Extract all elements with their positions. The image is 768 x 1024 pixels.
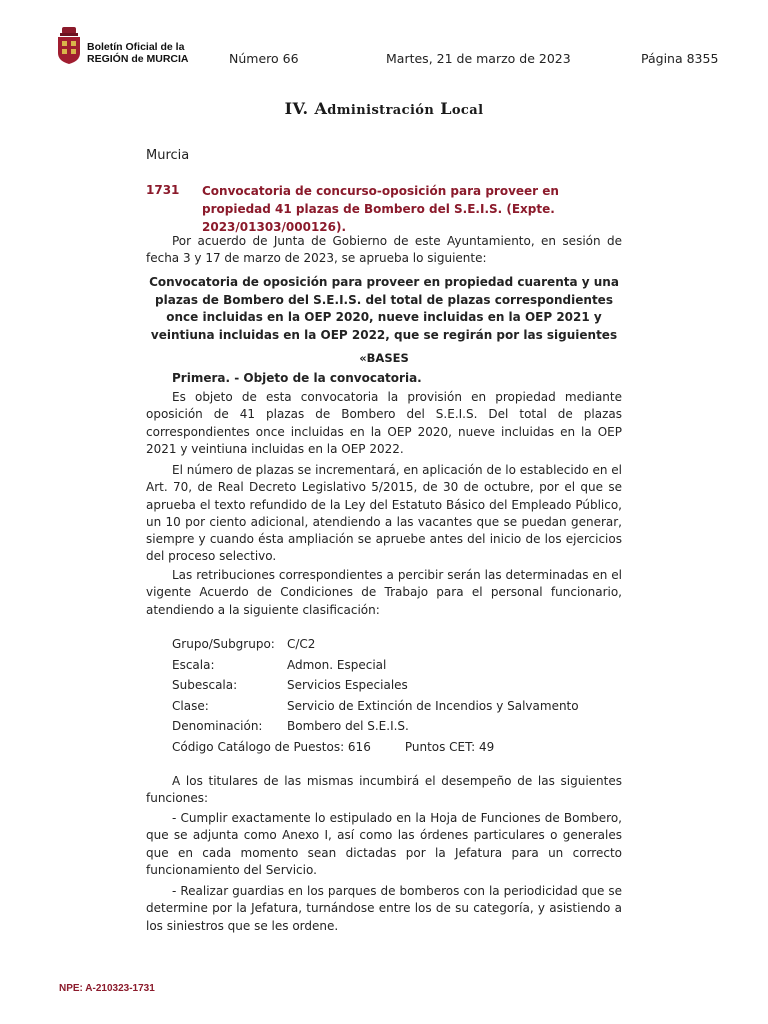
paragraph-funcion-1: - Cumplir exactamente lo estipulado en la Hoja de Funciones de Bombero, que se adjunta como Anexo I, así como las órdenes particulares o generales que en cada momento sean dictadas por la Jefatura para un correcto funcionamiento del Servicio. — [146, 811, 622, 877]
classification-value: Admon. Especial — [287, 658, 387, 672]
brand-line-2: REGIÓN de MURCIA — [87, 53, 189, 65]
bases-heading: «BASES — [359, 351, 409, 365]
catalogo-label: Código Catálogo de Puestos: 616 — [172, 740, 371, 754]
classification-row — [172, 719, 409, 733]
classification-label: Clase: — [172, 699, 209, 713]
boletin-brand — [87, 41, 189, 65]
section-roman: IV. — [284, 99, 309, 118]
paragraph-convocatoria: Convocatoria de oposición para proveer en propiedad cuarenta y una plazas de Bombero del S.E.I.S. del total de plazas correspondientes once incluidas en la OEP 2020, nueve incluidas en la OEP 2021 y veintiuna incluidas en la OEP 2022, que se regirán por las siguientes — [149, 275, 619, 342]
page-number: Página 8355 — [641, 51, 719, 66]
section-initial-a: A — [314, 99, 328, 118]
classification-value: Servicio de Extinción de Incendios y Salvamento — [287, 699, 579, 713]
issue-number: Número 66 — [229, 51, 299, 66]
classification-label: Denominación: — [172, 719, 263, 733]
classification-value: Servicios Especiales — [287, 678, 408, 692]
paragraph-objeto: Es objeto de esta convocatoria la provisión en propiedad mediante oposición de 41 plazas de Bombero del S.E.I.S. Del total de plazas correspondientes once incluidas en la OEP 2020, nueve incluidas en la OEP 2021 y veintiuna incluidas en la OEP 2022. — [146, 390, 622, 456]
section-title — [0, 99, 768, 118]
classification-label: Subescala: — [172, 678, 238, 692]
classification-row — [172, 678, 408, 692]
primera-heading: Primera. - Objeto de la convocatoria. — [172, 371, 422, 385]
classification-row — [172, 637, 315, 651]
paragraph-acuerdo: Por acuerdo de Junta de Gobierno de este Ayuntamiento, en sesión de fecha 3 y 17 de marzo de 2023, se aprueba lo siguiente: — [146, 234, 622, 266]
section-word-2: ocal — [451, 103, 484, 118]
paragraph-funcion-2: - Realizar guardias en los parques de bomberos con la periodicidad que se determine por la Jefatura, turnándose entre los de su categoría, y asistiendo a los siniestros que se les ordene. — [146, 884, 622, 933]
classification-value: Bombero del S.E.I.S. — [287, 719, 409, 733]
paragraph-funciones: A los titulares de las mismas incumbirá el desempeño de las siguientes funciones: — [146, 774, 622, 806]
brand-line-1: Boletín Oficial de la — [87, 41, 185, 53]
paragraph-numero-plazas: El número de plazas se incrementará, en aplicación de lo establecido en el Art. 70, de Real Decreto Legislativo 5/2015, de 30 de octubre, por el que se aprueba el texto refundido de la Ley del Estatuto Básico del Empleado Público, un 10 por ciento adicional, atendiendo a las vacantes que se puedan generar, siempre y cuando ésta ampliación se apruebe antes del inicio de los ejercicios del proceso selectivo. — [146, 463, 623, 564]
city-name: Murcia — [146, 148, 190, 163]
puntos-cet: Puntos CET: 49 — [404, 740, 495, 754]
anuncio-number: 1731 — [146, 183, 180, 197]
issue-date: Martes, 21 de marzo de 2023 — [386, 51, 571, 66]
section-word-1: dministración — [327, 103, 435, 118]
classification-label: Escala: — [172, 658, 215, 672]
classification-row — [172, 699, 579, 713]
coat-of-arms-icon — [56, 27, 82, 65]
classification-value: C/C2 — [287, 637, 316, 651]
classification-row — [172, 658, 386, 672]
anuncio-title: Convocatoria de concurso-oposición para proveer en propiedad 41 plazas de Bombero del S.E.I.S. (Expte. 2023/01303/000126). — [202, 184, 559, 234]
classification-label: Grupo/Subgrupo: — [172, 637, 275, 651]
paragraph-retribuciones: Las retribuciones correspondientes a percibir serán las determinadas en el vigente Acuerdo de Condiciones de Trabajo para el personal funcionario, atendiendo a la siguiente clasificación: — [146, 568, 622, 617]
catalogo-row — [172, 740, 494, 754]
npe-code: NPE: A-210323-1731 — [59, 983, 155, 994]
section-initial-l: L — [440, 99, 452, 118]
